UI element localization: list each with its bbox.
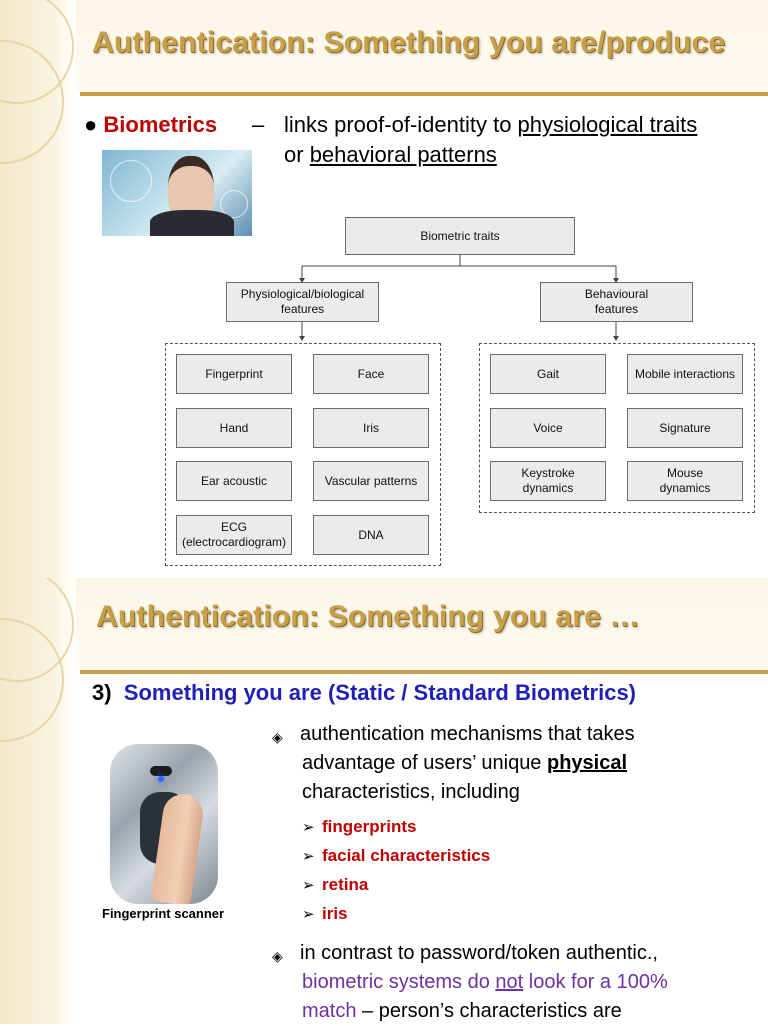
trait-box: Face bbox=[313, 354, 429, 394]
trait-box: Iris bbox=[313, 408, 429, 448]
trait-box: Gait bbox=[490, 354, 606, 394]
trait-box: Keystroke dynamics bbox=[490, 461, 606, 501]
trait-box: Signature bbox=[627, 408, 743, 448]
list-item: iris bbox=[322, 904, 348, 923]
physical-emphasis: physical bbox=[547, 752, 628, 774]
section-number: 3) bbox=[92, 680, 112, 705]
text: biometric systems do bbox=[302, 971, 496, 993]
point-1-line-2 bbox=[302, 749, 627, 778]
list-item: retina bbox=[322, 875, 369, 894]
point-2-line-1: in contrast to password/token authentic., bbox=[300, 942, 658, 964]
point-1-line-1: authentication mechanisms that takes bbox=[300, 723, 635, 745]
image-caption: Fingerprint scanner bbox=[102, 906, 225, 921]
bullet-dot-icon: ● bbox=[84, 112, 98, 137]
diagram-physiological-box: Physiological/biological features bbox=[226, 282, 379, 322]
physiological-traits-text: physiological traits bbox=[517, 112, 698, 137]
arrow-bullet-icon: ➢ bbox=[302, 819, 315, 836]
arrow-bullet-icon: ➢ bbox=[302, 877, 315, 894]
diagram-behavioural-box: Behavioural features bbox=[540, 282, 693, 322]
point-2-line-3 bbox=[302, 997, 622, 1026]
trait-box: Mouse dynamics bbox=[627, 461, 743, 501]
trait-box: DNA bbox=[313, 515, 429, 555]
section-heading bbox=[92, 680, 636, 706]
text: advantage of users’ unique bbox=[302, 752, 547, 774]
trait-box: ECG (electrocardiogram) bbox=[176, 515, 292, 555]
trait-box: Voice bbox=[490, 408, 606, 448]
list-item: fingerprints bbox=[322, 817, 417, 836]
arrow-bullet-icon: ➢ bbox=[302, 906, 315, 923]
match-text: match bbox=[302, 1000, 357, 1022]
text: look for a 100% bbox=[523, 971, 668, 993]
behavioral-patterns-text: behavioral patterns bbox=[309, 142, 497, 167]
bullet-text: links proof-of-identity to bbox=[284, 112, 518, 137]
decorative-side-band bbox=[0, 578, 76, 1024]
slide-2-title: Authentication: Something you are … bbox=[96, 600, 640, 633]
diamond-bullet-icon: ◈ bbox=[272, 948, 283, 964]
biometrics-label: Biometrics bbox=[103, 112, 218, 137]
trait-box: Hand bbox=[176, 408, 292, 448]
diagram-root-box: Biometric traits bbox=[345, 217, 575, 255]
trait-box: Vascular patterns bbox=[313, 461, 429, 501]
bullet-dash: – bbox=[252, 112, 265, 137]
fingerprint-scanner-photo bbox=[110, 744, 218, 904]
point-1-line-3: characteristics, including bbox=[302, 781, 520, 803]
not-emphasis: not bbox=[495, 971, 524, 993]
list-item: facial characteristics bbox=[322, 846, 491, 865]
arrow-bullet-icon: ➢ bbox=[302, 848, 315, 865]
section-heading-text: Something you are (Static / Standard Biometrics) bbox=[123, 680, 637, 705]
diamond-bullet-icon: ◈ bbox=[272, 729, 283, 745]
trait-box: Fingerprint bbox=[176, 354, 292, 394]
point-2-line-2 bbox=[302, 968, 668, 997]
bullet-text: or bbox=[284, 142, 310, 167]
scanner-lens bbox=[150, 766, 172, 776]
trait-box: Ear acoustic bbox=[176, 461, 292, 501]
text: – person’s characteristics are bbox=[356, 1000, 622, 1022]
scanner-led-icon bbox=[158, 776, 164, 782]
title-divider bbox=[80, 670, 768, 674]
slide-title: Authentication: Something you are/produce bbox=[92, 26, 726, 59]
trait-box: Mobile interactions bbox=[627, 354, 743, 394]
